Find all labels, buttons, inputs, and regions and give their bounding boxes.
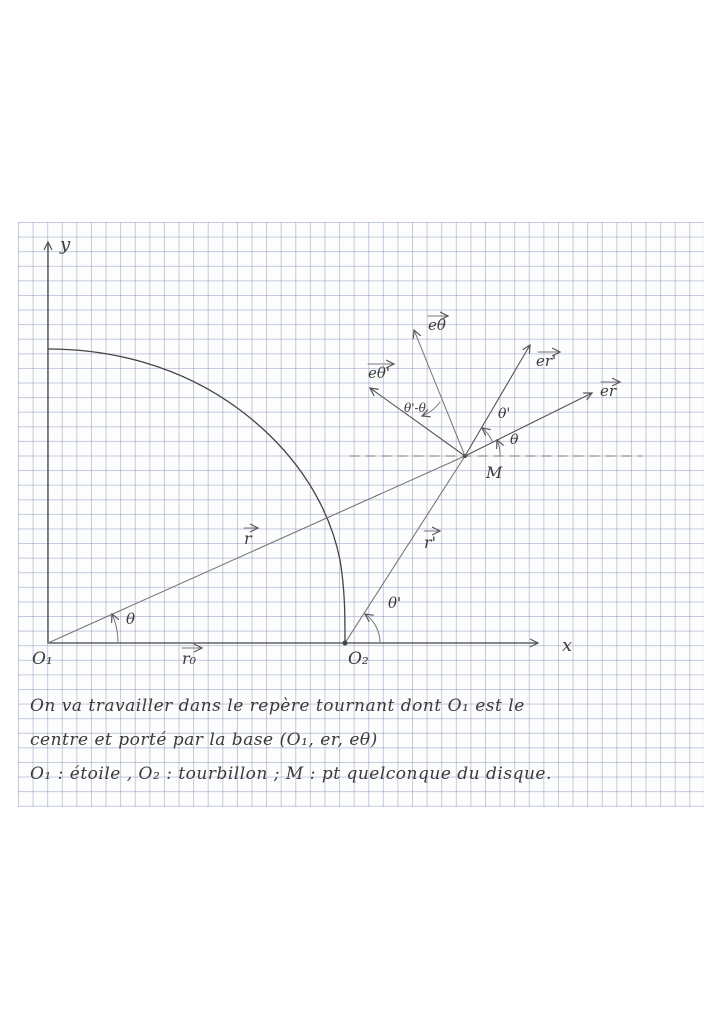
vector-etheta-prime-label: eθ' [368, 364, 391, 382]
point-m-label: M [486, 463, 503, 482]
angle-theta-diff-label: θ'-θ [404, 401, 426, 415]
vector-r [48, 456, 465, 643]
vector-er-prime-label: er' [536, 352, 557, 370]
vector-r-label: r [244, 529, 252, 548]
angle-theta-arc [112, 614, 118, 643]
vector-r-prime [345, 456, 465, 643]
caption-line-1: On va travailler dans le repère tournant dont O₁ est le [30, 696, 525, 716]
angle-theta-prime-arc [365, 614, 380, 643]
angle-theta-prime-label: θ' [388, 594, 402, 612]
point-o2 [343, 641, 348, 646]
origin-o1-label: O₁ [32, 649, 53, 669]
angle-theta-at-m-arc [497, 440, 500, 456]
vector-etheta-label: eθ [428, 316, 446, 334]
x-axis-label: x [562, 635, 573, 656]
angle-theta-prime-at-m-label: θ' [498, 406, 511, 422]
caption-line-3: O₁ : étoile , O₂ : tourbillon ; M : pt quelconque du disque. [30, 764, 552, 784]
vector-er-label: er [600, 382, 617, 400]
angle-theta-label: θ [126, 610, 136, 628]
angle-theta-prime-at-m-arc [482, 428, 492, 441]
angle-theta-at-m-label: θ [510, 432, 519, 448]
y-axis-label: y [60, 234, 71, 255]
point-o2-label: O₂ [348, 649, 369, 669]
vector-r-prime-label: r' [424, 533, 437, 552]
vector-r0-label: r₀ [182, 649, 197, 668]
caption-line-2: centre et porté par la base (O₁, er, eθ) [30, 730, 378, 750]
disk-boundary-arc [48, 349, 345, 643]
